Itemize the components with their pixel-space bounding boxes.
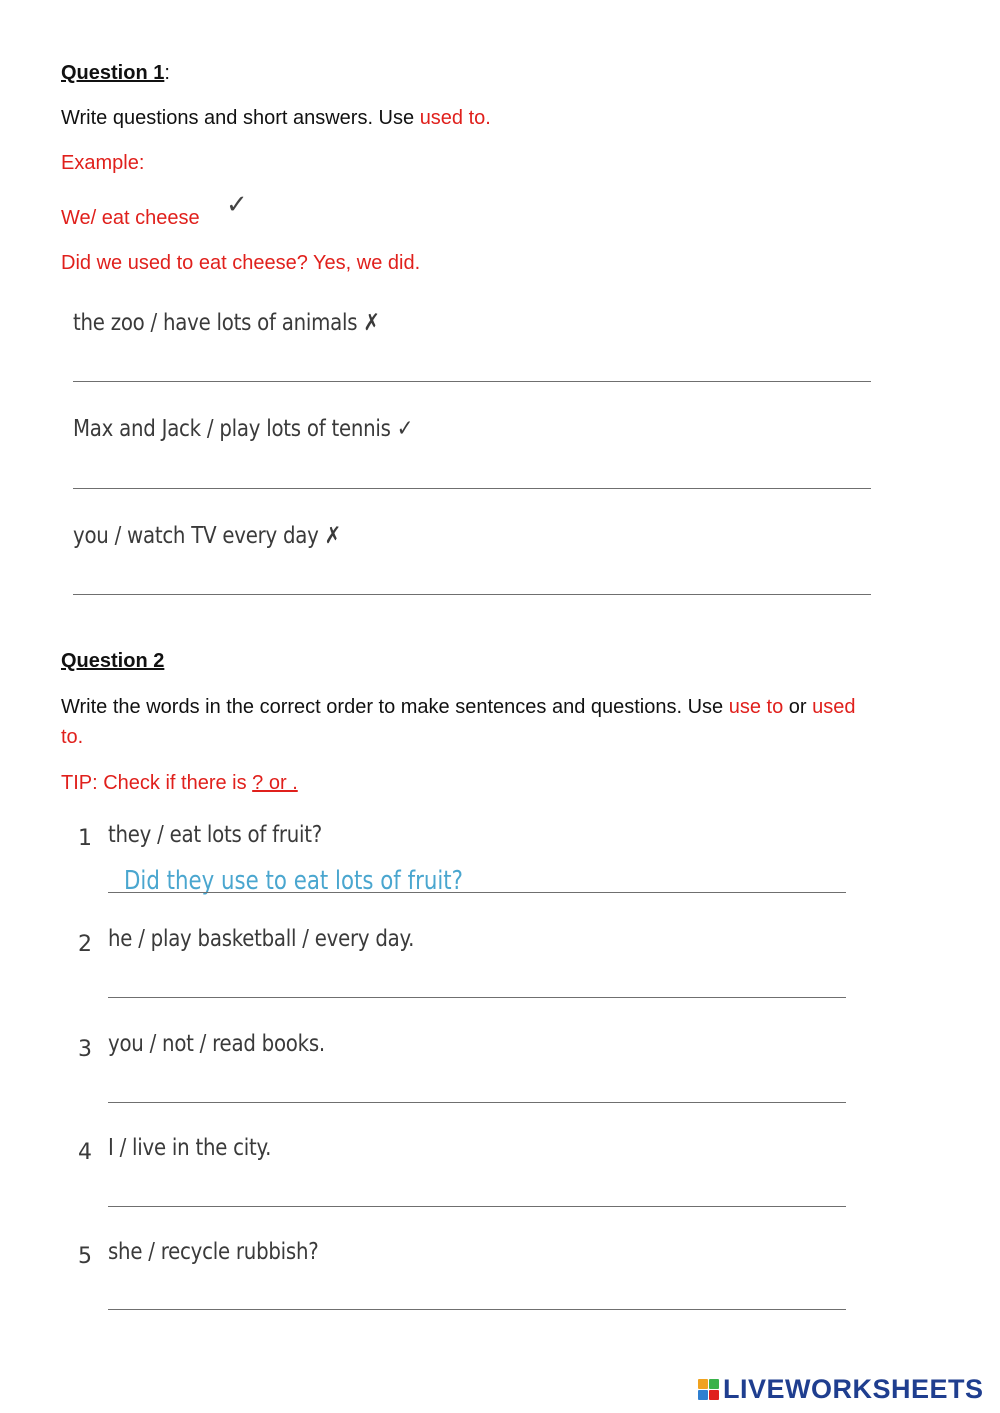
q2-item-1-number: 1 bbox=[78, 826, 92, 851]
prompt-text: the zoo / have lots of animals bbox=[73, 310, 358, 336]
q2-item-2-answer-line[interactable] bbox=[108, 997, 846, 998]
question-1-heading bbox=[61, 62, 170, 85]
q2-item-2-prompt: he / play basketball / every day. bbox=[108, 926, 415, 952]
q2-item-3-number: 3 bbox=[78, 1037, 92, 1062]
tip-prefix: TIP: Check if there is bbox=[61, 772, 253, 794]
instruction-text: Write questions and short answers. Use bbox=[61, 107, 420, 129]
instruction-or: or bbox=[783, 696, 813, 718]
prompt-text: Max and Jack / play lots of tennis bbox=[73, 416, 391, 442]
question-2-heading bbox=[61, 650, 164, 673]
q1-item-3-prompt bbox=[73, 523, 341, 549]
q2-item-4-number: 4 bbox=[78, 1140, 92, 1165]
logo-text: LIVEWORKSHEETS bbox=[723, 1374, 984, 1404]
q1-item-2-answer-line[interactable] bbox=[73, 488, 871, 489]
q2-item-3-answer-line[interactable] bbox=[108, 1102, 846, 1103]
instruction-highlight-used: used bbox=[812, 696, 856, 718]
tip-text bbox=[61, 768, 298, 798]
check-icon: ✓ bbox=[396, 416, 414, 442]
tip-underlined: ? or . bbox=[252, 772, 298, 794]
q2-item-4-prompt: I / live in the city. bbox=[108, 1135, 272, 1161]
cross-icon: ✗ bbox=[363, 310, 380, 336]
question-1-colon: : bbox=[164, 62, 170, 84]
instruction-highlight-use-to: use to bbox=[728, 696, 784, 718]
question-2-title: Question 2 bbox=[61, 650, 165, 672]
q2-item-3-prompt: you / not / read books. bbox=[108, 1031, 325, 1057]
q2-item-2-number: 2 bbox=[78, 932, 92, 957]
q1-item-2-prompt bbox=[73, 416, 413, 442]
q2-item-1-prompt: they / eat lots of fruit? bbox=[108, 822, 322, 848]
q2-item-5-answer-line[interactable] bbox=[108, 1309, 846, 1310]
question-1-instruction bbox=[61, 103, 491, 133]
question-1-title: Question 1 bbox=[61, 62, 165, 84]
example-prompt: We/ eat cheese bbox=[61, 207, 200, 229]
q1-item-3-answer-line[interactable] bbox=[73, 594, 871, 595]
q2-item-5-prompt: she / recycle rubbish? bbox=[108, 1239, 319, 1265]
liveworksheets-logo bbox=[698, 1374, 984, 1405]
example-label: Example: bbox=[61, 152, 145, 174]
logo-badge-icon bbox=[698, 1379, 719, 1400]
instruction-highlight: used to. bbox=[419, 107, 491, 129]
cross-icon: ✗ bbox=[324, 523, 341, 549]
q2-item-5-number: 5 bbox=[78, 1244, 92, 1269]
prompt-text: you / watch TV every day bbox=[73, 523, 319, 549]
example-answer: Did we used to eat cheese? Yes, we did. bbox=[61, 252, 421, 274]
q2-item-1-answer-line[interactable] bbox=[108, 892, 846, 893]
question-2-instruction bbox=[61, 692, 941, 752]
example-check-icon: ✓ bbox=[226, 190, 248, 220]
instruction-highlight-to: to. bbox=[61, 726, 84, 748]
q1-item-1-answer-line[interactable] bbox=[73, 381, 871, 382]
instruction-text: Write the words in the correct order to make sentences and questions. Use bbox=[61, 696, 729, 718]
q2-item-1-answer-text[interactable]: Did they use to eat lots of fruit? bbox=[124, 866, 463, 896]
q1-item-1-prompt bbox=[73, 310, 380, 336]
q2-item-4-answer-line[interactable] bbox=[108, 1206, 846, 1207]
